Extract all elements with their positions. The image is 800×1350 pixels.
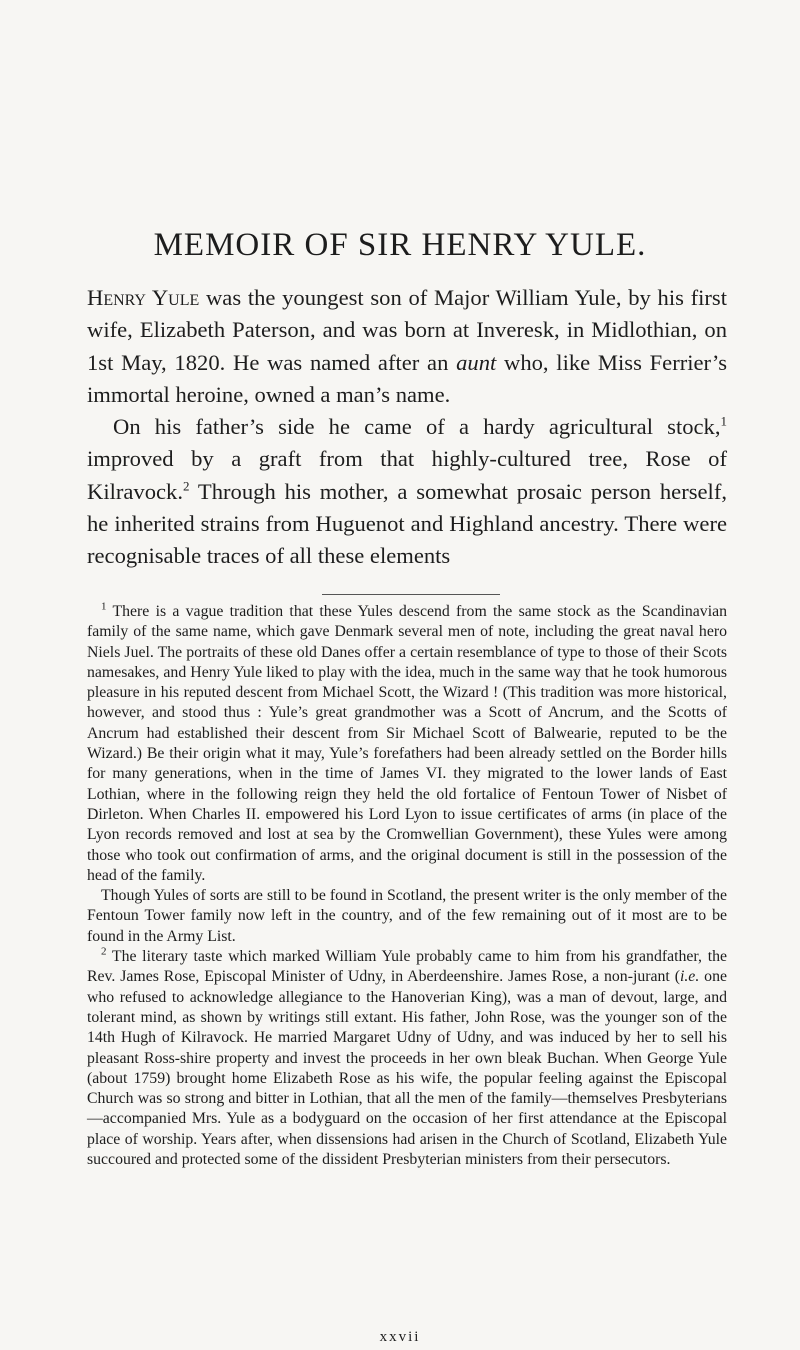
paragraph-2-text-b: improved by a graft from that highly-cultured tree, Rose of Kilravock. bbox=[87, 446, 727, 504]
paragraph-2 bbox=[87, 411, 727, 572]
paragraph-1-text-a: was the youngest son of Major William Yule, by his first wife, Elizabeth Paterson, and was born at Inveresk, in Midlothian, on 1st May, 1820. He was named after an bbox=[87, 285, 728, 375]
footnote-2-text-b: one who refused to acknowledge allegiance to the Hanoverian King), was a man of devout, large, and tolerant mind, as shown by writings still extant. His father, John Rose, was the younger son of the 14th Hugh of Kilravock. He married Margaret Udny of Udny, and was induced by her to sell his pleasant Ross-shire property and invest the proceeds in her own bleak Buchan. When George Yule (about 1759) brought home Elizabeth Rose as his wife, the popular feeling against the Episcopal Church was so strong and bitter in Lothian, that all the men of the family—themselves Presbyterians—accompanied Mrs. Yule as a bodyguard on the occasion of her first attendance at the Episcopal place of worship. Years after, when dissensions had arisen in the Church of Scotland, Elizabeth Yule succoured and protected some of the dissident Presbyterian ministers from their persecutors. bbox=[87, 968, 727, 1169]
paragraph-2-text-c: Through his mother, a somewhat prosaic person herself, he inherited strains from Huguenot and Highland ancestry. There were recognisable traces of all these elements bbox=[87, 478, 727, 569]
emphasis-aunt: aunt bbox=[456, 349, 497, 375]
footnotes bbox=[87, 602, 727, 1170]
paragraph-1 bbox=[87, 282, 727, 411]
footnote-1-marker: 1 bbox=[101, 600, 107, 613]
main-text bbox=[87, 282, 727, 573]
footnote-2-text-a: The literary taste which marked William Yule probably came to him from his grandfather, the Rev. James Rose, Episcopal Minister of Udny, in Aberdeenshire. James Rose, a non-jurant ( bbox=[87, 948, 727, 986]
footnote-divider bbox=[322, 594, 500, 595]
footnote-1-text: There is a vague tradition that these Yules descend from the same stock as the Scandinavian family of the same name, which gave Denmark several men of note, including the great naval hero Niels Juel. The portraits of these old Danes offer a certain resemblance of type to those of their Scots namesakes, and Henry Yule liked to play with the idea, much in the same way that he took humorous pleasure in his reputed descent from Michael Scott, the Wizard ! (This tradition was more historical, however, and stood thus : Yule’s great grandmother was a Scott of Ancrum, and the Scotts of Ancrum had established their descent from Sir Michael Scott of Balwearie, reputed to be the Wizard.) Be their origin what it may, Yule’s forefathers had been already settled on the Border hills for many generations, when in the time of James VI. they migrated to the lower lands of East Lothian, where in the following reign they held the old fortalice of Fentoun Tower of Nisbet of Dirleton. When Charles II. empowered his Lord Lyon to issue certificates of arms (in place of the Lyon records removed and lost at sea by the Cromwellian Government), these Yules were among those who took out confirmation of arms, and the original document is still in the possession of the head of the family. bbox=[87, 603, 727, 884]
footnote-1 bbox=[87, 602, 727, 886]
page-number: xxvii bbox=[379, 1329, 421, 1345]
footnote-ref-2: 2 bbox=[183, 478, 190, 494]
paragraph-1-text-b: who, like Miss Ferrier’s immortal heroine, owned a man’s name. bbox=[87, 349, 727, 407]
footnote-2 bbox=[87, 947, 727, 1170]
emphasis-ie: i.e. bbox=[679, 968, 700, 986]
footnote-2-marker: 2 bbox=[101, 945, 107, 958]
footnote-1-continuation: Though Yules of sorts are still to be found in Scotland, the present writer is the only member of the Fentoun Tower family now left in the country, and of the few remaining out of it most are to be found in the Army List. bbox=[87, 887, 727, 945]
opening-words: Henry Yule bbox=[87, 285, 200, 310]
page-title: MEMOIR OF SIR HENRY YULE. bbox=[153, 227, 647, 263]
paragraph-2-text-a: On his father’s side he came of a hardy agricultural stock, bbox=[113, 414, 721, 440]
footnote-ref-1: 1 bbox=[720, 413, 727, 429]
